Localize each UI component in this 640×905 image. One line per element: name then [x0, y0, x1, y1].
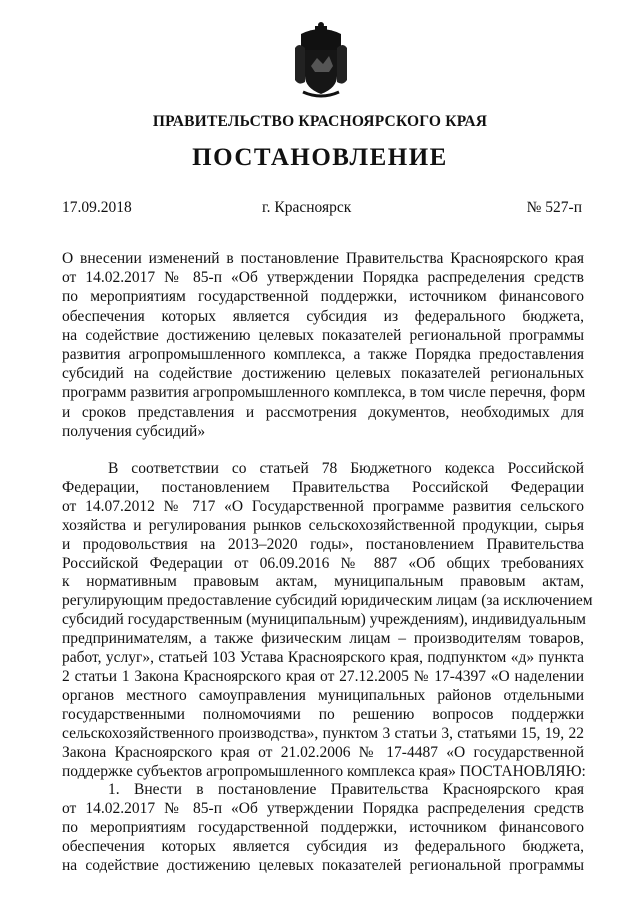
- document-city: г. Красноярск: [262, 199, 352, 216]
- body-line: от 14.07.2012 № 717 «О Государственной программе развития сельского: [62, 497, 584, 515]
- body-line: по мероприятиям государственной поддержки, источником финансового: [62, 819, 584, 837]
- coat-of-arms-icon: [293, 20, 349, 100]
- body-line: работ, услуг», статьей 103 Устава Красноярского края, подпунктом «д» пункта: [62, 649, 584, 667]
- subject-line: получения субсидий»: [62, 422, 206, 440]
- document-number: № 527-п: [526, 199, 582, 216]
- body-line: В соответствии со статьей 78 Бюджетного кодекса Российской: [108, 460, 584, 477]
- document-title: ПОСТАНОВЛЕНИЕ: [192, 144, 448, 171]
- subject-line: и сроков представления и рассмотрения документов, необходимых для: [62, 403, 584, 421]
- body-line: Российской Федерации от 06.09.2016 № 887 «Об общих требованиях: [62, 554, 584, 572]
- subject-line: программ развития агропромышленного комплекса, в том числе перечня, форм: [62, 384, 586, 402]
- body-line: поддержке субъектов агропромышленного комплекса края» ПОСТАНОВЛЯЮ:: [62, 762, 586, 780]
- body-line: Закона Красноярского края от 21.02.2006 № 17-4487 «О государственной: [62, 743, 584, 761]
- body-line: на содействие достижению целевых показателей региональной программы: [62, 857, 584, 875]
- body-line: органов местного самоуправления муниципальных районов отдельными: [62, 686, 584, 704]
- document-body: [62, 460, 593, 876]
- body-line: 1. Внести в постановление Правительства Красноярского края: [108, 781, 584, 799]
- body-line: к нормативным правовым актам, муниципальным правовым актам,: [62, 573, 584, 591]
- body-line: Федерации, постановлением Правительства Российской Федерации: [62, 478, 584, 496]
- body-line: государственными полномочиями по решению вопросов поддержки: [62, 705, 584, 723]
- subject-line: развития агропромышленного комплекса, а также Порядка предоставления: [62, 346, 584, 364]
- subject-line: О внесении изменений в постановление Правительства Красноярского края: [62, 250, 584, 267]
- subject-line: на содействие достижению целевых показателей региональной программы: [62, 326, 584, 344]
- subject-line: субсидий на содействие достижению целевых показателей региональных: [62, 365, 584, 383]
- document-date: 17.09.2018: [62, 199, 132, 216]
- body-line: субсидий государственным (муниципальным) учреждениям), индивидуальным: [62, 611, 586, 629]
- body-line: сельскохозяйственного производства», пунктом 3 статьи 3, статьями 15, 19, 22: [62, 724, 584, 742]
- body-line: обеспечения которых является субсидия из федерального бюджета,: [62, 838, 584, 856]
- body-line: регулирующим предоставление субсидий юридическим лицам (за исключением: [62, 592, 593, 610]
- body-line: от 14.02.2017 № 85-п «Об утверждении Порядка распределения средств: [62, 800, 584, 818]
- subject-line: по мероприятиям государственной поддержки, источником финансового: [62, 288, 584, 306]
- body-line: и продовольствия на 2013–2020 годы», постановлением Правительства: [62, 535, 584, 553]
- document-subject: [62, 249, 584, 441]
- body-line: предпринимателям, а также физическим лицам – производителям товаров,: [62, 630, 584, 648]
- body-line: 2 статьи 1 Закона Красноярского края от 27.12.2005 № 17-4397 «О наделении: [62, 667, 584, 685]
- body-line: хозяйства и регулирования рынков сельскохозяйственной продукции, сырья: [62, 516, 584, 534]
- subject-line: обеспечения которых является субсидия из федерального бюджета,: [62, 307, 584, 325]
- subject-line: от 14.02.2017 № 85-п «Об утверждении Порядка распределения средств: [62, 269, 584, 287]
- government-name: ПРАВИТЕЛЬСТВО КРАСНОЯРСКОГО КРАЯ: [152, 113, 488, 130]
